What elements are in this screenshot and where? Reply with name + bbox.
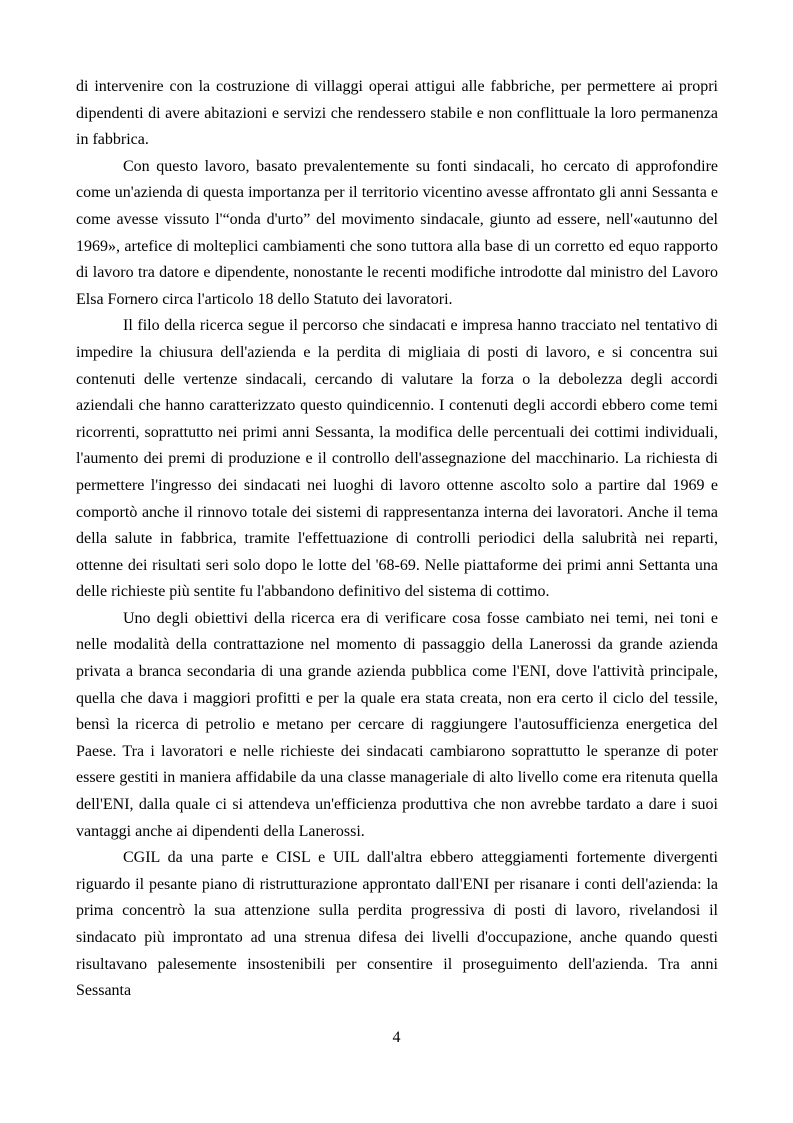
paragraph-3: Il filo della ricerca segue il percorso che sindacati e impresa hanno tracciato nel tentativo di impedire la chiusura dell'azienda e la perdita di migliaia di posti di lavoro, e si concentra sui contenuti delle vertenze sindacali, cercando di valutare la forza o la debolezza degli accordi aziendali che hanno caratterizzato questo quindicennio. I contenuti degli accordi ebbero come temi ricorrenti, soprattutto nei primi anni Sessanta, la modifica delle percentuali dei cottimi individuali, l'aumento dei premi di produzione e il controllo dell'assegnazione del macchinario. La richiesta di permettere l'ingresso dei sindacati nei luoghi di lavoro ottenne ascolto solo a partire dal 1969 e comportò anche il rinnovo totale dei sistemi di rappresentanza interna dei lavoratori. Anche il tema della salute in fabbrica, tramite l'effettuazione di controlli periodici della salubrità nei reparti, ottenne dei risultati seri solo dopo le lotte del '68-69. Nelle piattaforme dei primi anni Settanta una delle richieste più sentite fu l'abbandono definitivo del sistema di cottimo. [76, 317, 718, 601]
paragraph-4: Uno degli obiettivi della ricerca era di verificare cosa fosse cambiato nei temi, nei toni e nelle modalità della contrattazione nel momento di passaggio della Lanerossi da grande azienda privata a branca secondaria di una grande azienda pubblica come l'ENI, dove l'attività principale, quella che dava i maggiori profitti e per la quale era stata creata, non era certo il ciclo del tessile, bensì la ricerca di petrolio e metano per cercare di raggiungere l'autosufficienza energetica del Paese. Tra i lavoratori e nelle richieste dei sindacati cambiarono soprattutto le speranze di poter essere gestiti in maniera affidabile da una classe manageriale di alto livello come era ritenuta quella dell'ENI, dalla quale ci si attendeva un'efficienza produttiva che non avrebbe tardato a dare i suoi vantaggi anche ai dipendenti della Lanerossi. [76, 609, 718, 840]
document-page [76, 74, 718, 1005]
paragraph-2: Con questo lavoro, basato prevalentemente su fonti sindacali, ho cercato di approfondire come un'azienda di questa importanza per il territorio vicentino avesse affrontato gli anni Sessanta e come avesse vissuto l'“onda d'urto” del movimento sindacale, giunto ad essere, nell'«autunno del 1969», artefice di molteplici cambiamenti che sono tuttora alla base di un corretto ed equo rapporto di lavoro tra datore e dipendente, nonostante le recenti modifiche introdotte dal ministro del Lavoro Elsa Fornero circa l'articolo 18 dello Statuto dei lavoratori. [76, 157, 718, 308]
page-number: 4 [392, 1029, 401, 1046]
paragraph-1: di intervenire con la costruzione di villaggi operai attigui alle fabbriche, per permettere ai propri dipendenti di avere abitazioni e servizi che rendessero stabile e non conflittuale la loro permanenza in fabbrica. [76, 78, 718, 149]
paragraph-5: CGIL da una parte e CISL e UIL dall'altra ebbero atteggiamenti fortemente divergenti riguardo il pesante piano di ristrutturazione approntato dall'ENI per risanare i conti dell'azienda: la prima concentrò la sua attenzione sulla perdita progressiva di posti di lavoro, rivelandosi il sindacato più improntato ad una strenua difesa dei livelli d'occupazione, anche quando questi risultavano palesemente insostenibili per consentire il proseguimento dell'azienda. Tra anni Sessanta [76, 849, 718, 1000]
